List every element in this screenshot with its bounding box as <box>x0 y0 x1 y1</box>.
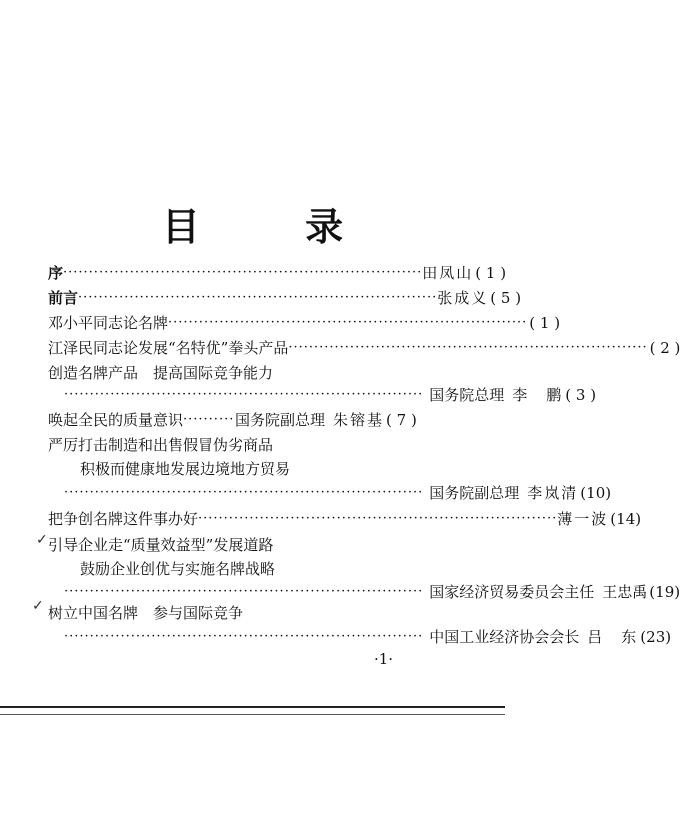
toc-entry <box>48 409 423 431</box>
toc-entry-title-line <box>48 602 423 624</box>
leader-dots: ······································································ <box>64 629 424 644</box>
toc-entry-title: 把争创名牌这件事办好 <box>48 510 199 528</box>
toc-entry-page: (19) <box>649 583 680 601</box>
toc-entry-author: 张成义 <box>437 289 489 307</box>
toc-entry <box>64 626 672 648</box>
toc-entry-role: 中国工业经济协会会长 <box>429 628 580 646</box>
toc-entry-author: 李 鹏 <box>512 386 564 404</box>
leader-dots: ······································································ <box>63 265 423 280</box>
toc-entry-title: 引导企业走“质量效益型”发展道路 <box>48 536 274 554</box>
toc-entry-title-line <box>48 362 423 384</box>
leader-dots: ······································································ <box>198 511 558 526</box>
toc-entry-subtitle-line <box>80 458 423 480</box>
toc-entry-title: 创造名牌产品 提高国际竞争能力 <box>48 364 274 382</box>
toc-entry-page: (14) <box>610 510 642 528</box>
toc-entry-page: ( 1 ) <box>475 264 507 282</box>
toc-entry-role: 国务院副总理 <box>429 484 520 502</box>
toc-entry-subtitle: 积极而健康地发展边境地方贸易 <box>80 460 291 478</box>
toc-entry-author: 朱镕基 <box>333 411 385 429</box>
toc-entry <box>64 384 597 406</box>
toc-entry-subtitle: 鼓励企业创优与实施名牌战略 <box>80 560 276 578</box>
leader-dots: ·········· <box>183 412 235 427</box>
leader-dots: ······································································ <box>288 340 648 355</box>
page-edge-divider <box>0 706 505 708</box>
page-number: ·1· <box>374 650 394 668</box>
toc-entry-author: 李岚清 <box>527 484 579 502</box>
toc-entry <box>48 337 680 359</box>
toc-entry-page: (23) <box>640 628 672 646</box>
toc-entry <box>48 287 522 309</box>
toc-entry-title: 严厉打击制造和出售假冒伪劣商品 <box>48 436 274 454</box>
leader-dots: ······································································ <box>168 315 528 330</box>
toc-entry-page: (10) <box>580 484 612 502</box>
leader-dots: ······································································ <box>78 290 438 305</box>
toc-entry-author: 田凤山 <box>422 264 474 282</box>
toc-entry <box>48 312 561 334</box>
page-title: 目 录 <box>161 205 390 249</box>
toc-entry <box>48 262 507 284</box>
toc-entry-page: ( 3 ) <box>565 386 597 404</box>
leader-dots: ······································································ <box>64 485 424 500</box>
toc-entry-title: 序 <box>48 264 64 282</box>
toc-entry-page: ( 7 ) <box>386 411 417 429</box>
toc-entry-title: 树立中国名牌 参与国际竞争 <box>48 604 244 622</box>
toc-entry-title: 唤起全民的质量意识 <box>48 411 184 429</box>
toc-entry-title: 江泽民同志论发展“名特优”拳头产品 <box>48 339 289 357</box>
toc-entry-role: 国务院副总理 <box>235 411 326 429</box>
toc-entry-author: 吕 东 <box>587 628 639 646</box>
toc-entry-page: ( 2 ) <box>649 339 680 357</box>
handwritten-check-mark: ✓ <box>32 598 44 614</box>
leader-dots: ······································································ <box>64 387 424 402</box>
page-edge-divider <box>0 714 505 715</box>
toc-entry-role: 国家经济贸易委员会主任 <box>429 583 595 601</box>
toc-entry-page: ( 5 ) <box>490 289 522 307</box>
toc-entry <box>64 581 680 603</box>
toc-entry <box>48 508 642 530</box>
toc-entry-role: 国务院总理 <box>429 386 505 404</box>
toc-entry-title-line <box>48 434 423 456</box>
toc-entry-title: 邓小平同志论名牌 <box>48 314 169 332</box>
toc-entry <box>64 482 612 504</box>
toc-entry-author: 王忠禹 <box>602 583 648 601</box>
handwritten-check-mark: ✓ <box>36 532 48 548</box>
toc-entry-author: 薄一波 <box>557 510 609 528</box>
toc-entry-page: ( 1 ) <box>529 314 561 332</box>
toc-entry-title-line <box>48 534 423 556</box>
toc-entry-subtitle-line <box>80 558 423 580</box>
leader-dots: ······································································ <box>64 584 424 599</box>
toc-entry-title: 前言 <box>48 289 79 307</box>
